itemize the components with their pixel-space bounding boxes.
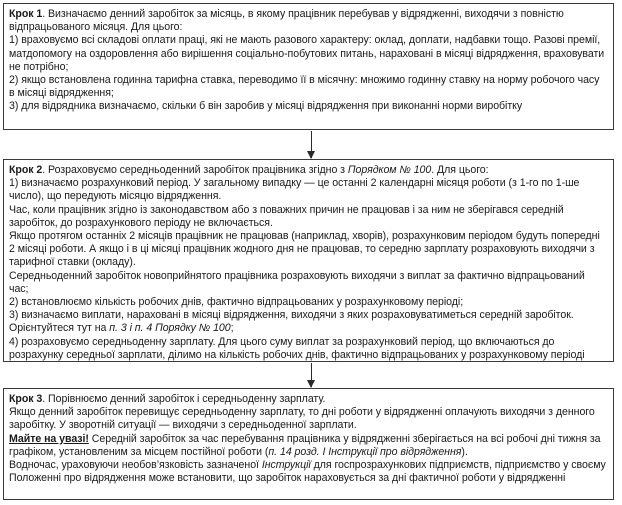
step-2-line-4: Середньоденний заробіток новоприйнятого працівника розраховують виходячи з виплат за фактично відпрацьований час; (9, 269, 585, 295)
step-2-line-8: 4) розраховуємо середньоденну зарплату. Для цього суму виплат за розрахунковий період, що включаються до розрахунку середньої зарплати, ділимо на кількість робочих днів, фактично відпрацьованих у розрахунковому періоді (9, 335, 585, 361)
down-arrow-icon (311, 363, 312, 387)
step-1-item-1: 1) враховуємо всі складові оплати праці, які не мають разового характеру: оклад, доплати, надбавки тощо. Разові премії, матдопомогу на оздоровлення або вирішення соціально-побутових питань, нараховані в місяці відрядження, враховувати не потрібно; (9, 34, 605, 73)
order-100-points-reference: п. 3 і п. 4 Порядку № 100 (109, 322, 231, 335)
step-2-line-6: 3) визначаємо виплати, нараховані в місяці відрядження, виходячи з яких розраховуватиметься середній заробіток. (9, 309, 574, 322)
instruction-word: Інструкції (261, 459, 311, 472)
step-2-line-3: Якщо протягом останніх 2 місяців працівник не працював (наприклад, хворів), розрахунковим періодом будуть попередні 2 місяці роботи. А якщо і в ці місяці працівник жодного дня не працював, то середню зарплату розраховують виходячи з тарифної ставки (окладу). (9, 230, 600, 269)
step-2-line-5: 2) встановлюємо кількість робочих днів, фактично відпрацьованих у розрахунковому періоді; (9, 296, 464, 309)
step-1-item-2: 2) якщо встановлена годинна тарифна ставка, переводимо її в місячну: множимо годинну ставку на норму робочого часу в місяці відрядження; (9, 74, 600, 100)
step-2-label: Крок 2 (9, 164, 43, 176)
step-1-label: Крок 1 (9, 8, 43, 20)
instruction-reference: п. 14 розд. І Інструкції про відрядження (268, 445, 462, 458)
step-3-line-3: Водночас, ураховуючи необов’язковість зазначеної Інструкції для госпрозрахункових підприємств, підприємство у своєму Положенні про відрядження може встановити, що заробіток нараховується за дні фактичної роботи у відрядженні (9, 459, 606, 485)
down-arrow-icon (311, 131, 312, 158)
step-3-label: Крок 3 (9, 393, 43, 405)
step-2-intro: Крок 2. Розраховуємо середньоденний заробіток працівника згідно з Порядком № 100. Для цього: (9, 164, 489, 176)
step-3-intro: Крок 3. Порівнюємо денний заробіток і середньоденну зарплату. (9, 393, 326, 405)
step-2-box (3, 159, 614, 362)
step-1-intro: Крок 1. Визначаємо денний заробіток за місяць, в якому працівник перебував у відрядженні, виходячи з повністю відпрацьованого місяця. Для цього: (9, 8, 564, 34)
step-1-item-3: 3) для відрядника визначаємо, скільки б він заробив у місяці відрядження при виконанні норми виробітку (9, 100, 523, 113)
step-3-line-1: Якщо денний заробіток перевищує середньоденну зарплату, то дні роботи у відрядженні оплачують виходячи з денного заробітку. У зворотній ситуації — виходячи з середньоденної зарплати. (9, 406, 595, 432)
step-2-line-2: Час, коли працівник згідно із законодавством або з поважних причин не працював і за ним не зберігався середній заробіток, до розрахункового періоду не включається. (9, 203, 564, 229)
step-1-box (3, 3, 614, 130)
attention-note: Майте на увазі! (9, 432, 89, 445)
step-3-box (3, 388, 614, 500)
order-100-reference: Порядком № 100 (347, 164, 432, 176)
step-2-line-1: 1) визначаємо розрахунковий період. У загальному випадку — це останні 2 календарні місяця роботи (з 1-го по 1-ше число), що передують місяцю відрядження. (9, 177, 580, 203)
step-3-line-2: Майте на увазі! Середній заробіток за час перебування працівника у відрядженні зберігається на всі робочі дні тижня за графіком, установленим за місцем постійної роботи (п. 14 розд. І Інструкції про відрядження). (9, 432, 601, 458)
step-2-line-7: Орієнтуйтеся тут на п. 3 і п. 4 Порядку № 100; (9, 322, 234, 335)
